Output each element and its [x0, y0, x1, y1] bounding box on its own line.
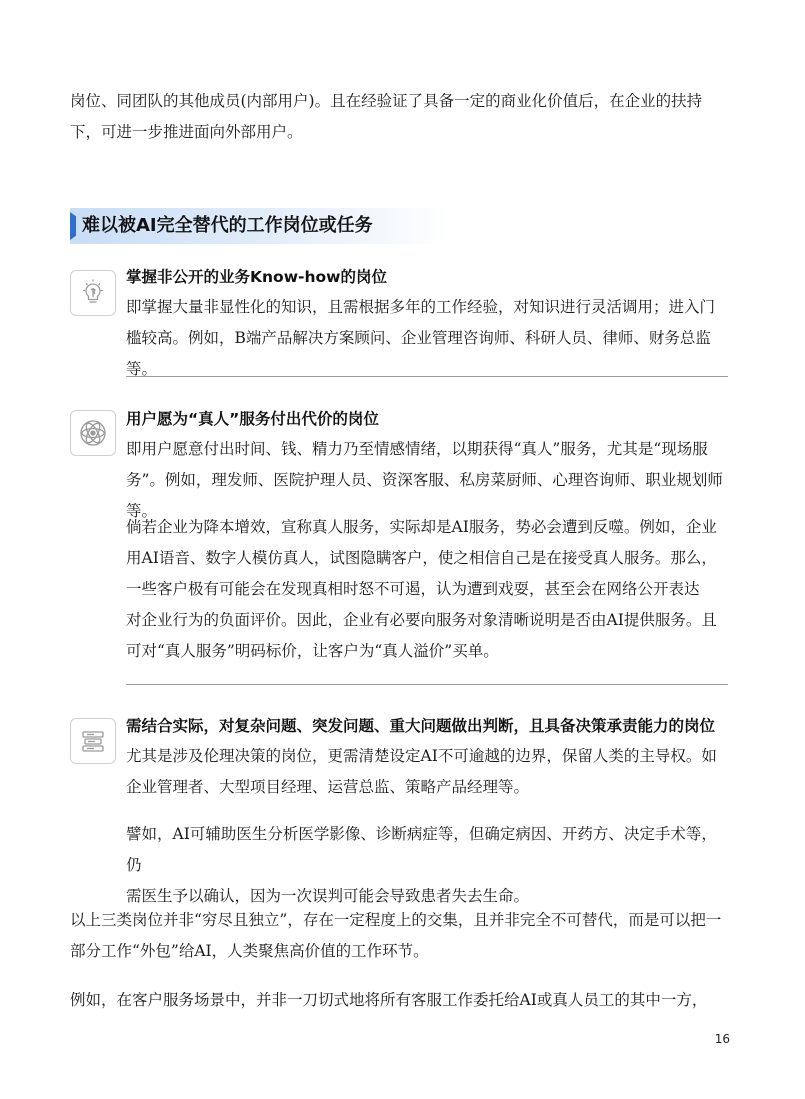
item-1-line-1: 即掌握大量非显性化的知识，且需根据多年的工作经验，对知识进行灵活调用；进入门	[126, 298, 716, 316]
item-2-line-1: 即用户愿意付出时间、钱、精力乃至情感情绪，以期获得“真人”服务，尤其是“现场服	[126, 440, 708, 458]
item-1-title: 掌握非公开的业务Know-how的岗位	[126, 268, 387, 286]
item-2-paragraph-2	[126, 512, 726, 667]
item-3-p2-line-1: 譬如，AI可辅助医生分析医学影像、诊断病症等，但确定病因、开药方、决定手术等，仍	[126, 825, 717, 874]
item-1-line-2: 槛较高。例如，B端产品解决方案顾问、企业管理咨询师、科研人员、律师、财务总监等。	[126, 329, 711, 378]
human-service-icon	[70, 410, 116, 456]
page-number: 16	[714, 1032, 730, 1046]
item-2-p2-line-3: 一些客户极有可能会在发现真相时怒不可遏，认为遭到戏耍，甚至会在网络公开表达	[126, 580, 700, 598]
item-3-line-2: 企业管理者、大型项目经理、运营总监、策略产品经理等。	[126, 778, 530, 796]
decision-stack-icon	[70, 718, 116, 764]
item-3-p2-line-2: 需医生予以确认，因为一次误判可能会导致患者失去生命。	[126, 887, 530, 905]
intro-line-2: 下，可进一步推进面向外部用户。	[70, 123, 303, 141]
item-1-body	[126, 292, 726, 385]
item-2-p2-line-1: 倘若企业为降本增效，宣称真人服务，实际却是AI服务，势必会遭到反噬。例如，企业	[126, 518, 717, 536]
item-2-line-2: 务”。例如，理发师、医院护理人员、资深客服、私房菜厨师、心理咨询师、职业规划师等。	[126, 471, 723, 520]
divider-1	[126, 376, 728, 377]
intro-line-1: 岗位、同团队的其他成员(内部用户)。且在经验证了具备一定的商业化价值后，在企业的扶持	[70, 92, 703, 110]
outro-paragraph-1	[70, 905, 735, 967]
intro-paragraph	[70, 86, 735, 148]
outro-1-line-2: 部分工作“外包”给AI，人类聚焦高价值的工作环节。	[70, 942, 429, 960]
outro-2-line-1: 例如，在客户服务场景中，并非一刀切式地将所有客服工作委托给AI或真人员工的其中一方，	[70, 991, 708, 1009]
outro-paragraph-2	[70, 985, 735, 1016]
item-2-title: 用户愿为“真人”服务付出代价的岗位	[126, 410, 379, 428]
outro-1-line-1: 以上三类岗位并非“穷尽且独立”，存在一定程度上的交集，且并非完全不可替代，而是可以把一	[70, 911, 722, 929]
item-3-line-1: 尤其是涉及伦理决策的岗位，更需清楚设定AI不可逾越的边界，保留人类的主导权。如	[126, 747, 717, 765]
section-heading-text: 难以被AI完全替代的工作岗位或任务	[82, 215, 373, 236]
section-heading	[70, 208, 450, 244]
item-3-paragraph-2	[126, 819, 726, 912]
divider-2	[126, 684, 728, 685]
item-2-p2-line-4: 对企业行为的负面评价。因此，企业有必要向服务对象清晰说明是否由AI提供服务。且	[126, 611, 717, 629]
item-3-title: 需结合实际，对复杂问题、突发问题、重大问题做出判断，且具备决策承责能力的岗位	[126, 717, 716, 735]
item-2-p2-line-2: 用AI语音、数字人模仿真人，试图隐瞒客户，使之相信自己是在接受真人服务。那么，	[126, 549, 717, 567]
heading-accent-marker	[70, 212, 76, 240]
item-2-p2-line-5: 可对“真人服务”明码标价，让客户为“真人溢价”买单。	[126, 642, 499, 660]
item-3-body	[126, 741, 726, 803]
lightbulb-brain-icon	[70, 270, 116, 316]
